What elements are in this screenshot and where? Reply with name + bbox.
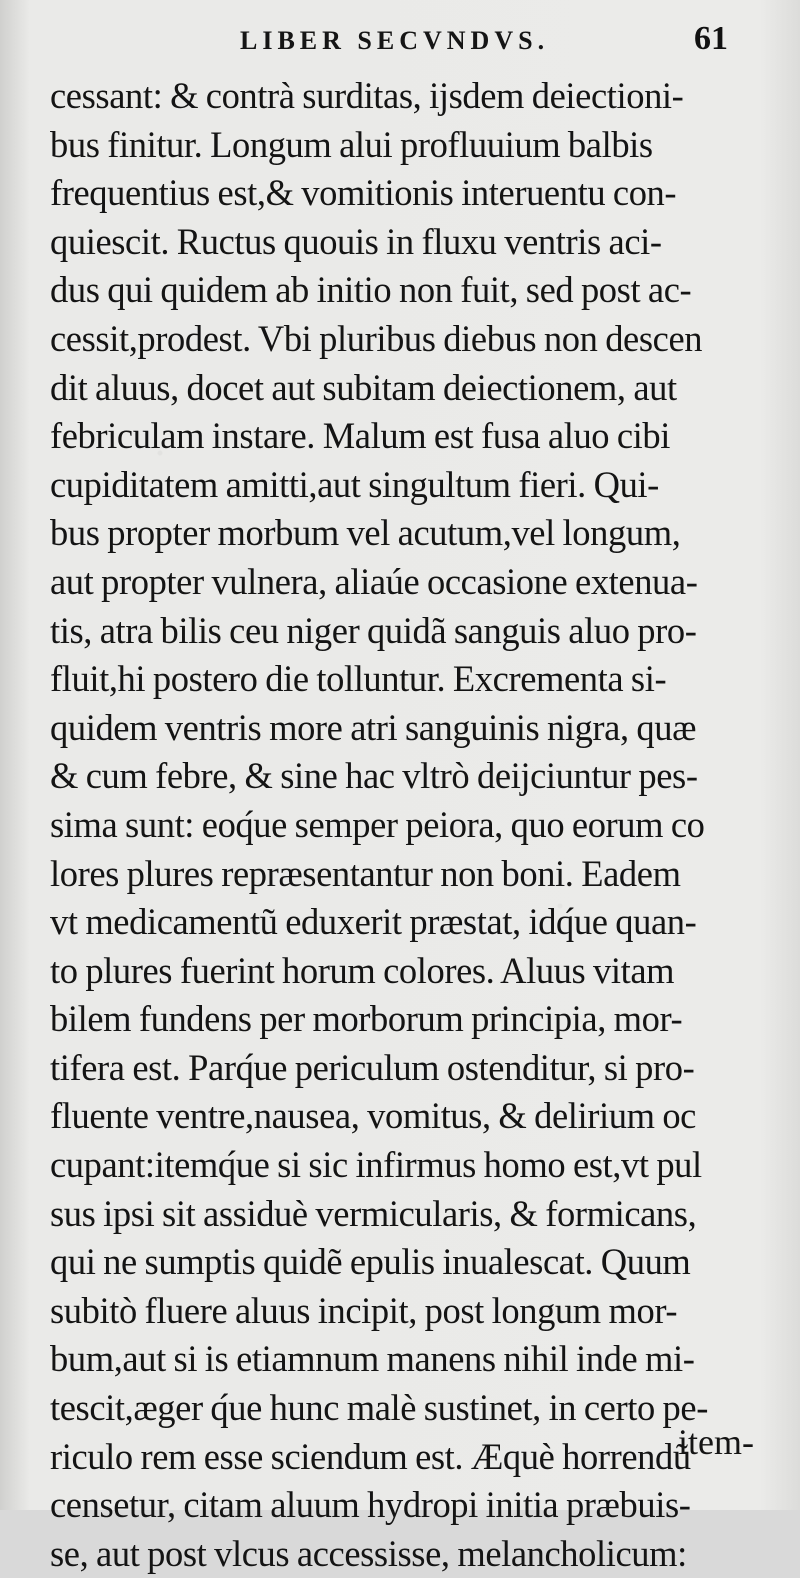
text-line: se, aut post vlcus accessisse, melancholicum: (50, 1532, 687, 1574)
page-number: 61 (694, 20, 728, 57)
text-line: qui ne sumptis quidẽ epulis inualescat. Quum (50, 1241, 691, 1283)
text-line: bum,aut si is etiamnum manens nihil inde mi- (50, 1338, 695, 1380)
text-line: quiescit. Ructus quouis in fluxu ventris aci- (50, 220, 662, 262)
text-line: to plures fuerint horum colores. Aluus vitam (50, 949, 675, 991)
text-line: vt medicamentũ eduxerit præstat, idq́ue quan- (50, 901, 697, 943)
text-line: fluente ventre,nausea, vomitus, & delirium oc (50, 1095, 696, 1137)
catchword: item- (678, 1422, 754, 1462)
body-text (50, 72, 770, 1578)
text-line: tis, atra bilis ceu niger quidã sanguis aluo pro- (50, 609, 697, 651)
text-line: cessant: & contrà surditas, ijsdem deiectioni- (50, 75, 684, 116)
text-line: aut propter vulnera, aliaúe occasione extenua- (50, 560, 698, 602)
text-line: fluit,hi postero die tolluntur. Excrementa si- (50, 658, 667, 700)
text-line: bilem fundens per morborum principia, mor- (50, 998, 683, 1040)
text-line: & cum febre, & sine hac vltrò deijciuntur pes- (50, 755, 698, 797)
text-line: dit aluus, docet aut subitam deiectionem, aut (50, 366, 677, 408)
text-line: tescit,æger q́ue hunc malè sustinet, in certo pe- (50, 1387, 708, 1429)
text-line: frequentius est,& vomitionis interuentu con- (50, 172, 677, 214)
text-line: febriculam instare. Malum est fusa aluo cibi (50, 415, 671, 457)
text-line: tifera est. Parq́ue periculum ostenditur, si pro- (50, 1046, 695, 1088)
text-line: dus qui quidem ab initio non fuit, sed post ac- (50, 269, 692, 311)
text-line: cessit,prodest. Vbi pluribus diebus non descen (50, 317, 703, 359)
page-header (0, 20, 800, 60)
text-line: subitò fluere aluus incipit, post longum mor- (50, 1289, 678, 1331)
text-line: cupiditatem amitti,aut singultum fieri. Qui- (50, 463, 659, 505)
text-line: cupant:itemq́ue si sic infirmus homo est,vt pul (50, 1144, 702, 1186)
text-line: sus ipsi sit assiduè vermicularis, & formicans, (50, 1192, 697, 1234)
running-title: LIBER SECVNDVS. (240, 26, 550, 55)
text-line: bus propter morbum vel acutum,vel longum, (50, 512, 681, 554)
text-line: lores plures repræsentantur non boni. Eadem (50, 852, 681, 894)
text-line: sima sunt: eoq́ue semper peiora, quo eorum co (50, 803, 705, 845)
text-line: quidem ventris more atri sanguinis nigra, quæ (50, 706, 697, 748)
text-line: bus finitur. Longum alui profluuium balbis (50, 123, 653, 165)
text-line: censetur, citam aluum hydropi initia præbuis- (50, 1484, 691, 1526)
text-line: riculo rem esse sciendum est. Æquè horrendũ (50, 1435, 691, 1477)
